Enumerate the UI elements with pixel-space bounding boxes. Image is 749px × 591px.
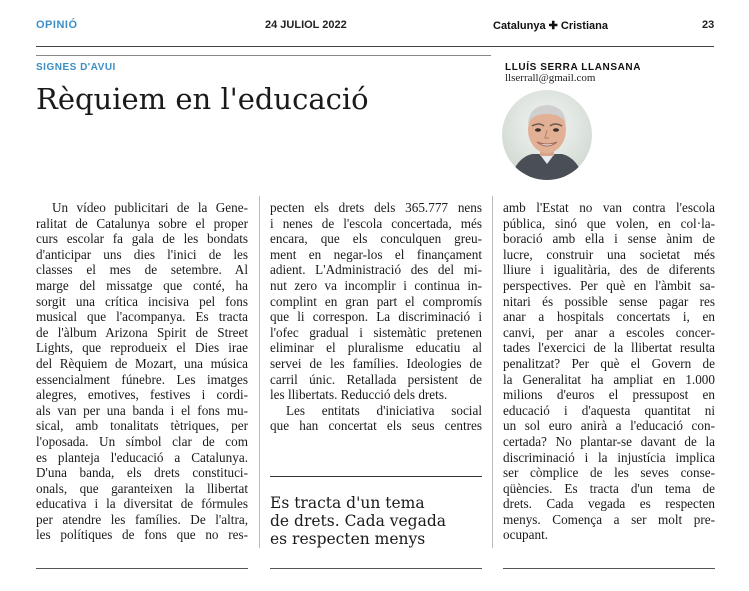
text-line: discriminació i la injustícia implica [503, 449, 715, 465]
text-line: alegres, emotives, festives i cordi- [36, 387, 248, 403]
text-line: milions d'euros el pressupost en [503, 387, 715, 403]
text-line: onals, que garanteixen la llibertat [36, 480, 248, 496]
text-line: per atendre les famílies. De l'altra, [36, 511, 248, 527]
pull-quote [270, 494, 482, 548]
text-line: drets. Cada vegada es respecten [503, 496, 715, 512]
text-line: sical, amb tonalitats tètriques, per [36, 418, 248, 434]
text-line: es planteja l'educació a Catalunya. [36, 449, 248, 465]
author-photo [502, 90, 592, 180]
text-line: ment en negar-los el finançament [270, 246, 482, 262]
text-line: canvi, per anar a escoles concer- [503, 324, 715, 340]
bottom-rule [36, 568, 248, 569]
section-label: OPINIÓ [36, 19, 78, 31]
pull-quote-rule-top [270, 476, 482, 477]
text-line: boració amb ella i sense ànim de [503, 231, 715, 247]
text-line: marge del missatge que conté, ha [36, 277, 248, 293]
text-line: que li correspon. La discriminació i [270, 309, 482, 325]
article-title: Rèquiem en l'educació [36, 82, 369, 116]
text-line: servei de les famílies. Ideologies de [270, 355, 482, 371]
text-line: la Generalitat ha ampliat en 1.000 [503, 371, 715, 387]
text-line: tades l'exercici de la llibertat resulta [503, 340, 715, 356]
text-line: complint en gran part el compromís [270, 293, 482, 309]
text-line: lucre, construir una societat més [503, 246, 715, 262]
text-line: lliure i igualitària, des de diferents [503, 262, 715, 278]
text-line: i nenes de l'escola concertada, més [270, 215, 482, 231]
text-line: les polítiques de fons que no res- [36, 527, 248, 543]
text-line: menys. Comença a ser molt pre- [503, 511, 715, 527]
text-line: qüències. Es tracta d'un tema de [503, 480, 715, 496]
text-line: l'ofec gradual i sistemàtic pretenen [270, 324, 482, 340]
text-line: Lights, que reprodueix el Dies irae [36, 340, 248, 356]
kicker-rule [36, 55, 491, 56]
text-line: nut zero va incomplir i continua in- [270, 277, 482, 293]
text-line: un sol euro anirà a l'educació con- [503, 418, 715, 434]
text-line: certada? No plantar-se davant de la [503, 433, 715, 449]
column-divider [259, 196, 260, 548]
text-line: Les entitats d'iniciativa social [286, 402, 482, 418]
text-line: amb l'Estat no van contra l'escola [503, 200, 715, 215]
pull-quote-line: es respecten menys [270, 530, 426, 548]
text-line: als van per una banda i el fons mu- [36, 402, 248, 418]
text-line: eliminar el pluralisme educatiu al [270, 340, 482, 356]
text-line: nitari és possible sense pagar res [503, 293, 715, 309]
text-line: adient. L'Administració des del mi- [270, 262, 482, 278]
author-portrait-icon [502, 90, 592, 180]
text-line: pecten els drets dels 365.777 nens [270, 200, 482, 215]
text-line: ralitat de Catalunya sobre el proper [36, 215, 248, 231]
text-line: D'una banda, els drets constituci- [36, 465, 248, 481]
text-line: del Rèquiem de Mozart, una música [36, 355, 248, 371]
page-number: 23 [702, 19, 715, 31]
article-column-2 [270, 200, 482, 434]
text-line: de l'àlbum Arizona Spirit de Street [36, 324, 248, 340]
text-line: curs escolar fa gala de les bondats [36, 231, 248, 247]
text-line: les llibertats. Reducció dels drets. [270, 387, 448, 403]
bottom-rule [503, 568, 715, 569]
publication-name: Catalunya ✚ Cristiana [493, 20, 608, 32]
text-line: d'anticipar uns dies l'inici de les [36, 246, 248, 262]
pull-quote-line: Es tracta d'un tema [270, 494, 425, 512]
text-line: classes el mes de setembre. Al [36, 262, 248, 278]
text-line: ocupant. [503, 527, 549, 543]
text-line: anar a hospitals concertats i, en [503, 309, 715, 325]
text-line: musical que l'acompanya. Es tracta [36, 309, 248, 325]
text-line: essencialment fúnebre. Les imatges [36, 371, 248, 387]
issue-date: 24 JULIOL 2022 [265, 19, 347, 31]
text-line: pública, sinó que volen, en col·la- [503, 215, 715, 231]
article-column-3 [503, 200, 715, 543]
bottom-rule [270, 568, 482, 569]
text-line: que han concertat els seus centres [270, 418, 482, 434]
text-line: ser còmplice de les seves conse- [503, 465, 715, 481]
author-email: llserrall@gmail.com [505, 72, 596, 84]
text-line: encara, que els conculquen greu- [270, 231, 482, 247]
text-line: l'oposada. Un símbol clar de com [36, 433, 248, 449]
text-line: Un vídeo publicitari de la Gene- [52, 200, 248, 215]
author-name: LLUÍS SERRA LLANSANA [505, 62, 642, 73]
text-line: carril únic. Retallada persistent de [270, 371, 482, 387]
text-line: educació i d'aquesta quantitat ni [503, 402, 715, 418]
text-line: perspectives. Per què en l'àmbit sa- [503, 277, 715, 293]
column-divider [492, 196, 493, 548]
text-line: penalitzat? Per què el Govern de [503, 355, 715, 371]
article-column-1 [36, 200, 248, 543]
header-rule [36, 46, 714, 47]
text-line: educativa i la diversitat de fórmules [36, 496, 248, 512]
kicker: SIGNES D'AVUI [36, 62, 116, 73]
text-line: sorgit una crítica incisiva pel fons [36, 293, 248, 309]
pull-quote-line: de drets. Cada vegada [270, 512, 447, 530]
